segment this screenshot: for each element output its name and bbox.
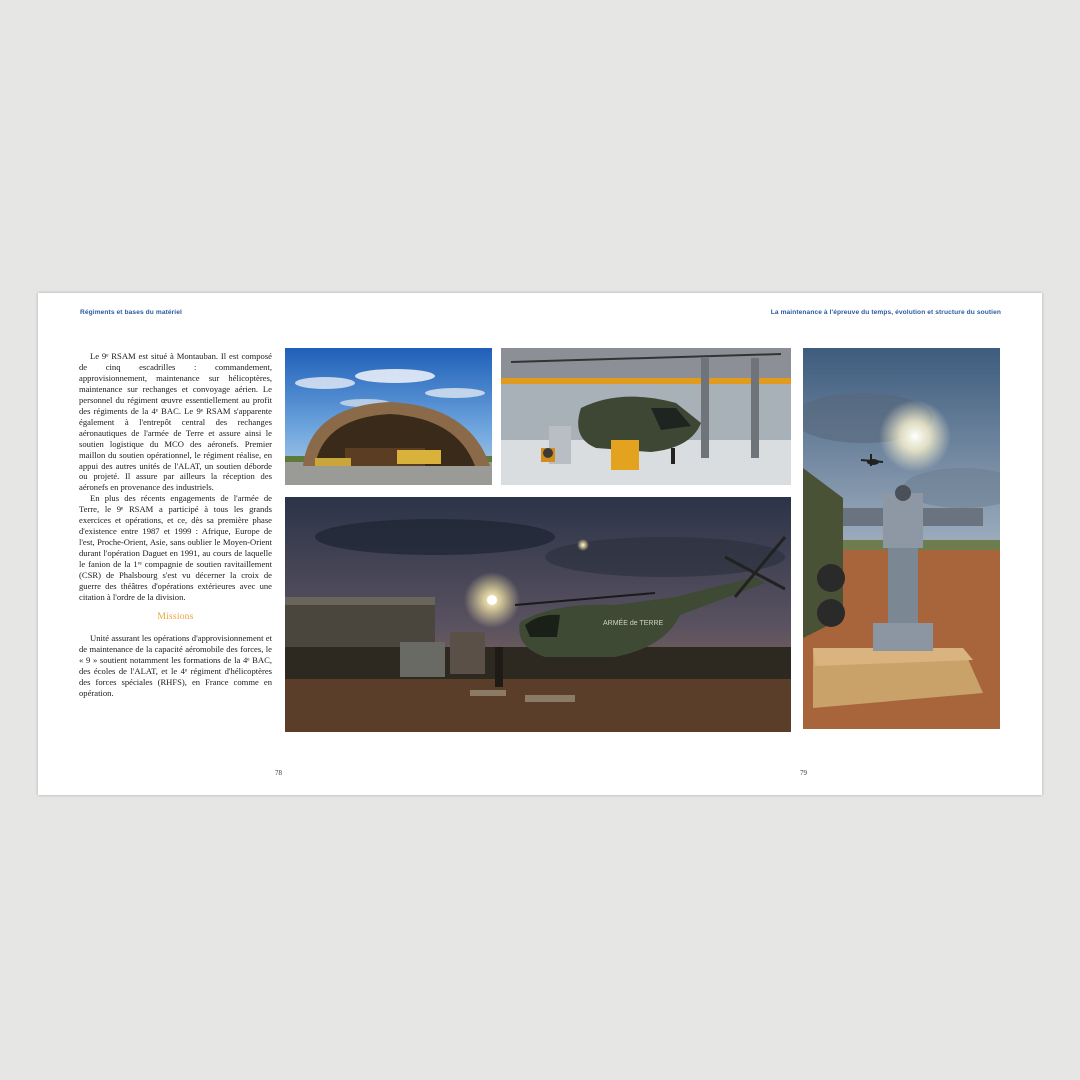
fuselage-lettering: ARMÉE de TERRE (603, 620, 664, 627)
photo-hangar-tent (285, 348, 492, 485)
paragraph-missions: Unité assurant les opérations d'approvisionnement et de maintenance de la capacité aéromobile des forces, le « 9 » soutient notamment les formations de la 4ᵉ BAC, des écoles de l'ALAT, et le 4ᵉ régiment d'hélicoptères des forces spéciales (RHFS), en France comme en opération. (79, 632, 272, 698)
page-number-left: 78 (275, 769, 282, 777)
book-spread (38, 293, 1042, 795)
section-title-missions: Missions (157, 610, 194, 622)
paragraph-history: En plus des récents engagements de l'armée de Terre, le 9ᵉ RSAM a participé à tous les grands exercices et opérations, et ce, dès sa première phase d'existence entre 1987 et 1999 : Afrique, Europe de l'est, Proche-Orient, Asie, sans oublier le Moyen-Orient durant l'opération Daguet en 1991, au cours de laquelle le fanion de la 1ʳᵉ compagnie de soutien ravitaillement (CSR) de Phalsbourg s'est vu décerner la croix de guerre des théâtres d'opérations extérieures avec une citation à l'ordre de la division. (79, 493, 272, 602)
photo-maintenance-hall (501, 348, 791, 485)
paragraph-intro: Le 9ᵉ RSAM est situé à Montauban. Il est composé de cinq escadrilles : commandement, approvisionnement, maintenance sur hélicoptères, maintenance sur rechanges et convoyage aérien. Le personnel du régiment œuvre essentiellement au profit des régiments de la 4ᵉ BAC. Le 9ᵉ RSAM s'apparente également à l'entrepôt central des rechanges aéronautiques de l'armée de Terre et assure ainsi le soutien logistique du MCO des aéronefs. Premier maillon du soutien opérationnel, le régiment réalise, en appui des autres unités de l'ALAT, un soutien déborde ou projeté. Il assure par ailleurs la réception des aéronefs en provenance des industriels. (79, 351, 272, 493)
photo-rotor-head (803, 348, 1000, 729)
running-head-right: La maintenance à l'épreuve du temps, évolution et structure du soutien (770, 309, 1001, 316)
page-number-right: 79 (800, 769, 807, 777)
photo-helicopter-night (285, 497, 791, 732)
running-head-left: Régiments et bases du matériel (80, 309, 182, 316)
body-text-column (79, 351, 272, 699)
